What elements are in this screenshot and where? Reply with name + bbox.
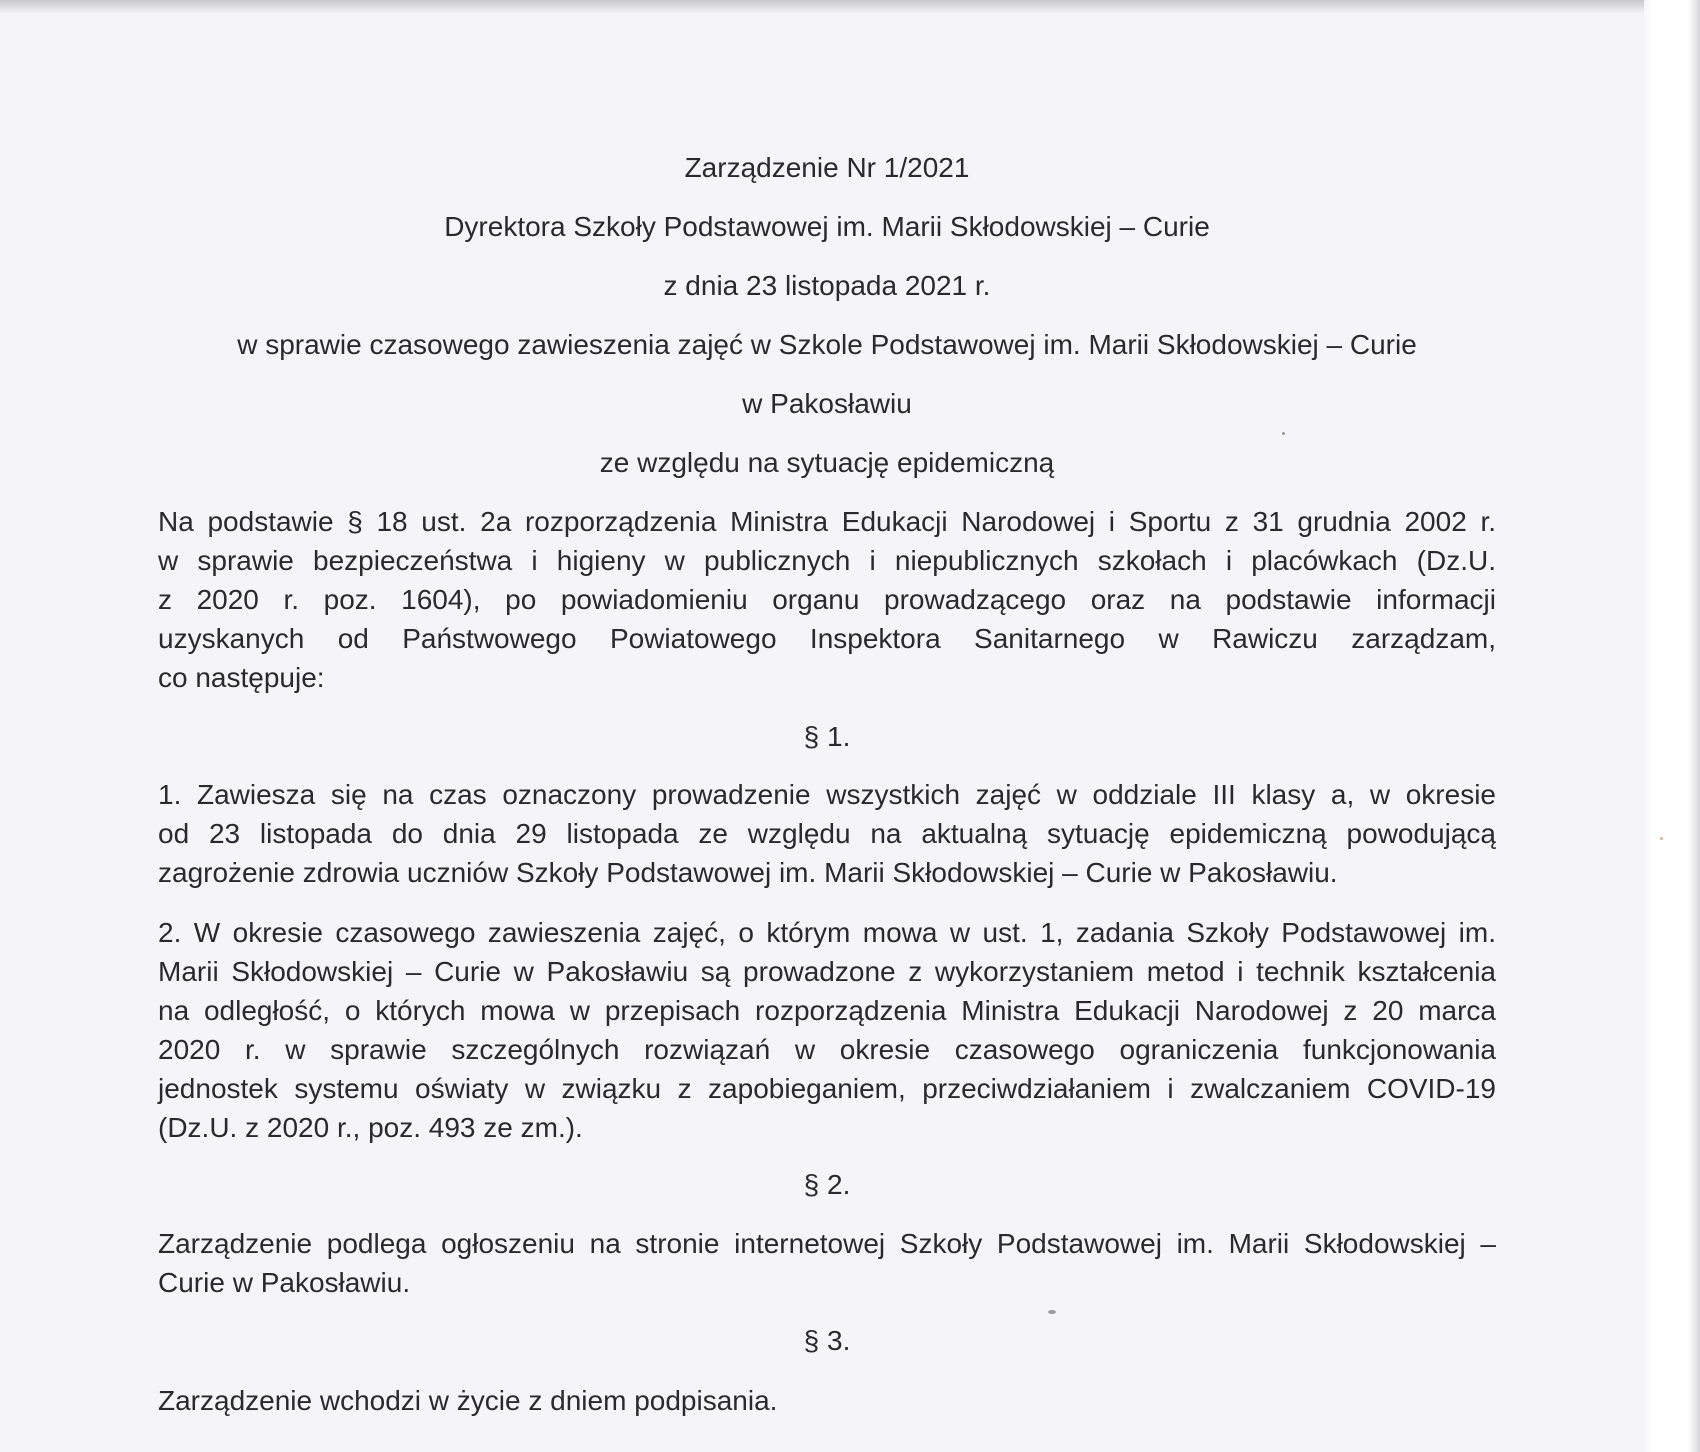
point-2-line: jednostek systemu oświaty w związku z zapobieganiem, przeciwdziałaniem i zwalczaniem COVID-19 (158, 1073, 1496, 1104)
document-subject-line-2: w Pakosławiu (742, 388, 912, 419)
preamble-line: co następuje: (158, 662, 325, 693)
point-2-line: 2. W okresie czasowego zawieszenia zajęć, o którym mowa w ust. 1, zadania Szkoły Podstawowej im. (158, 917, 1496, 948)
scan-speck (1660, 837, 1663, 840)
point-1-line: 1. Zawiesza się na czas oznaczony prowadzenie wszystkich zajęć w oddziale III klasy a, w okresie (158, 779, 1496, 810)
point-2-line: Marii Skłodowskiej – Curie w Pakosławiu są prowadzone z wykorzystaniem metod i technik kształcenia (158, 956, 1496, 987)
document-title: Zarządzenie Nr 1/2021 (684, 152, 970, 183)
section-1-point-2 (158, 913, 1496, 1147)
section-2-paragraph (158, 1224, 1496, 1302)
section-1-point-1 (158, 775, 1496, 892)
preamble-line: Na podstawie § 18 ust. 2a rozporządzenia Ministra Edukacji Narodowej i Sportu z 31 grudnia 2002 r. (158, 506, 1496, 537)
point-2-line: 2020 r. w sprawie szczególnych rozwiązań w okresie czasowego ograniczenia funkcjonowania (158, 1034, 1496, 1065)
preamble-line: uzyskanych od Państwowego Powiatowego Inspektora Sanitarnego w Rawiczu zarządzam, (158, 623, 1496, 654)
document-subject-line-1: w sprawie czasowego zawieszenia zajęć w Szkole Podstawowej im. Marii Skłodowskiej – Curie (237, 329, 1417, 360)
document-issuer: Dyrektora Szkoły Podstawowej im. Marii Skłodowskiej – Curie (444, 211, 1210, 242)
section-3-text: Zarządzenie wchodzi w życie z dniem podpisania. (158, 1385, 778, 1416)
section-2-line: Zarządzenie podlega ogłoszeniu na stronie internetowej Szkoły Podstawowej im. Marii Skłodowskiej – (158, 1228, 1496, 1259)
point-2-line: na odległość, o których mowa w przepisach rozporządzenia Ministra Edukacji Narodowej z 20 marca (158, 995, 1496, 1026)
preamble-paragraph (158, 502, 1496, 697)
point-1-line: od 23 listopada do dnia 29 listopada ze względu na aktualną sytuację epidemiczną powodującą (158, 818, 1496, 849)
document-subject-line-3: ze względu na sytuację epidemiczną (599, 447, 1055, 478)
section-2-heading: § 2. (803, 1169, 851, 1200)
preamble-line: w sprawie bezpieczeństwa i higieny w publicznych i niepublicznych szkołach i placówkach (Dz.U. (158, 545, 1496, 576)
document-date: z dnia 23 listopada 2021 r. (663, 270, 991, 301)
document-page (158, 0, 1496, 1452)
section-2-line: Curie w Pakosławiu. (158, 1267, 411, 1298)
point-1-line: zagrożenie zdrowia uczniów Szkoły Podstawowej im. Marii Skłodowskiej – Curie w Pakosławiu. (158, 857, 1338, 888)
section-1-heading: § 1. (803, 721, 851, 752)
section-3-heading: § 3. (803, 1325, 851, 1356)
preamble-line: z 2020 r. poz. 1604), po powiadomieniu organu prowadzącego oraz na podstawie informacji (158, 584, 1496, 615)
point-2-line: (Dz.U. z 2020 r., poz. 493 ze zm.). (158, 1112, 583, 1143)
scan-edge-right (1644, 0, 1700, 1452)
